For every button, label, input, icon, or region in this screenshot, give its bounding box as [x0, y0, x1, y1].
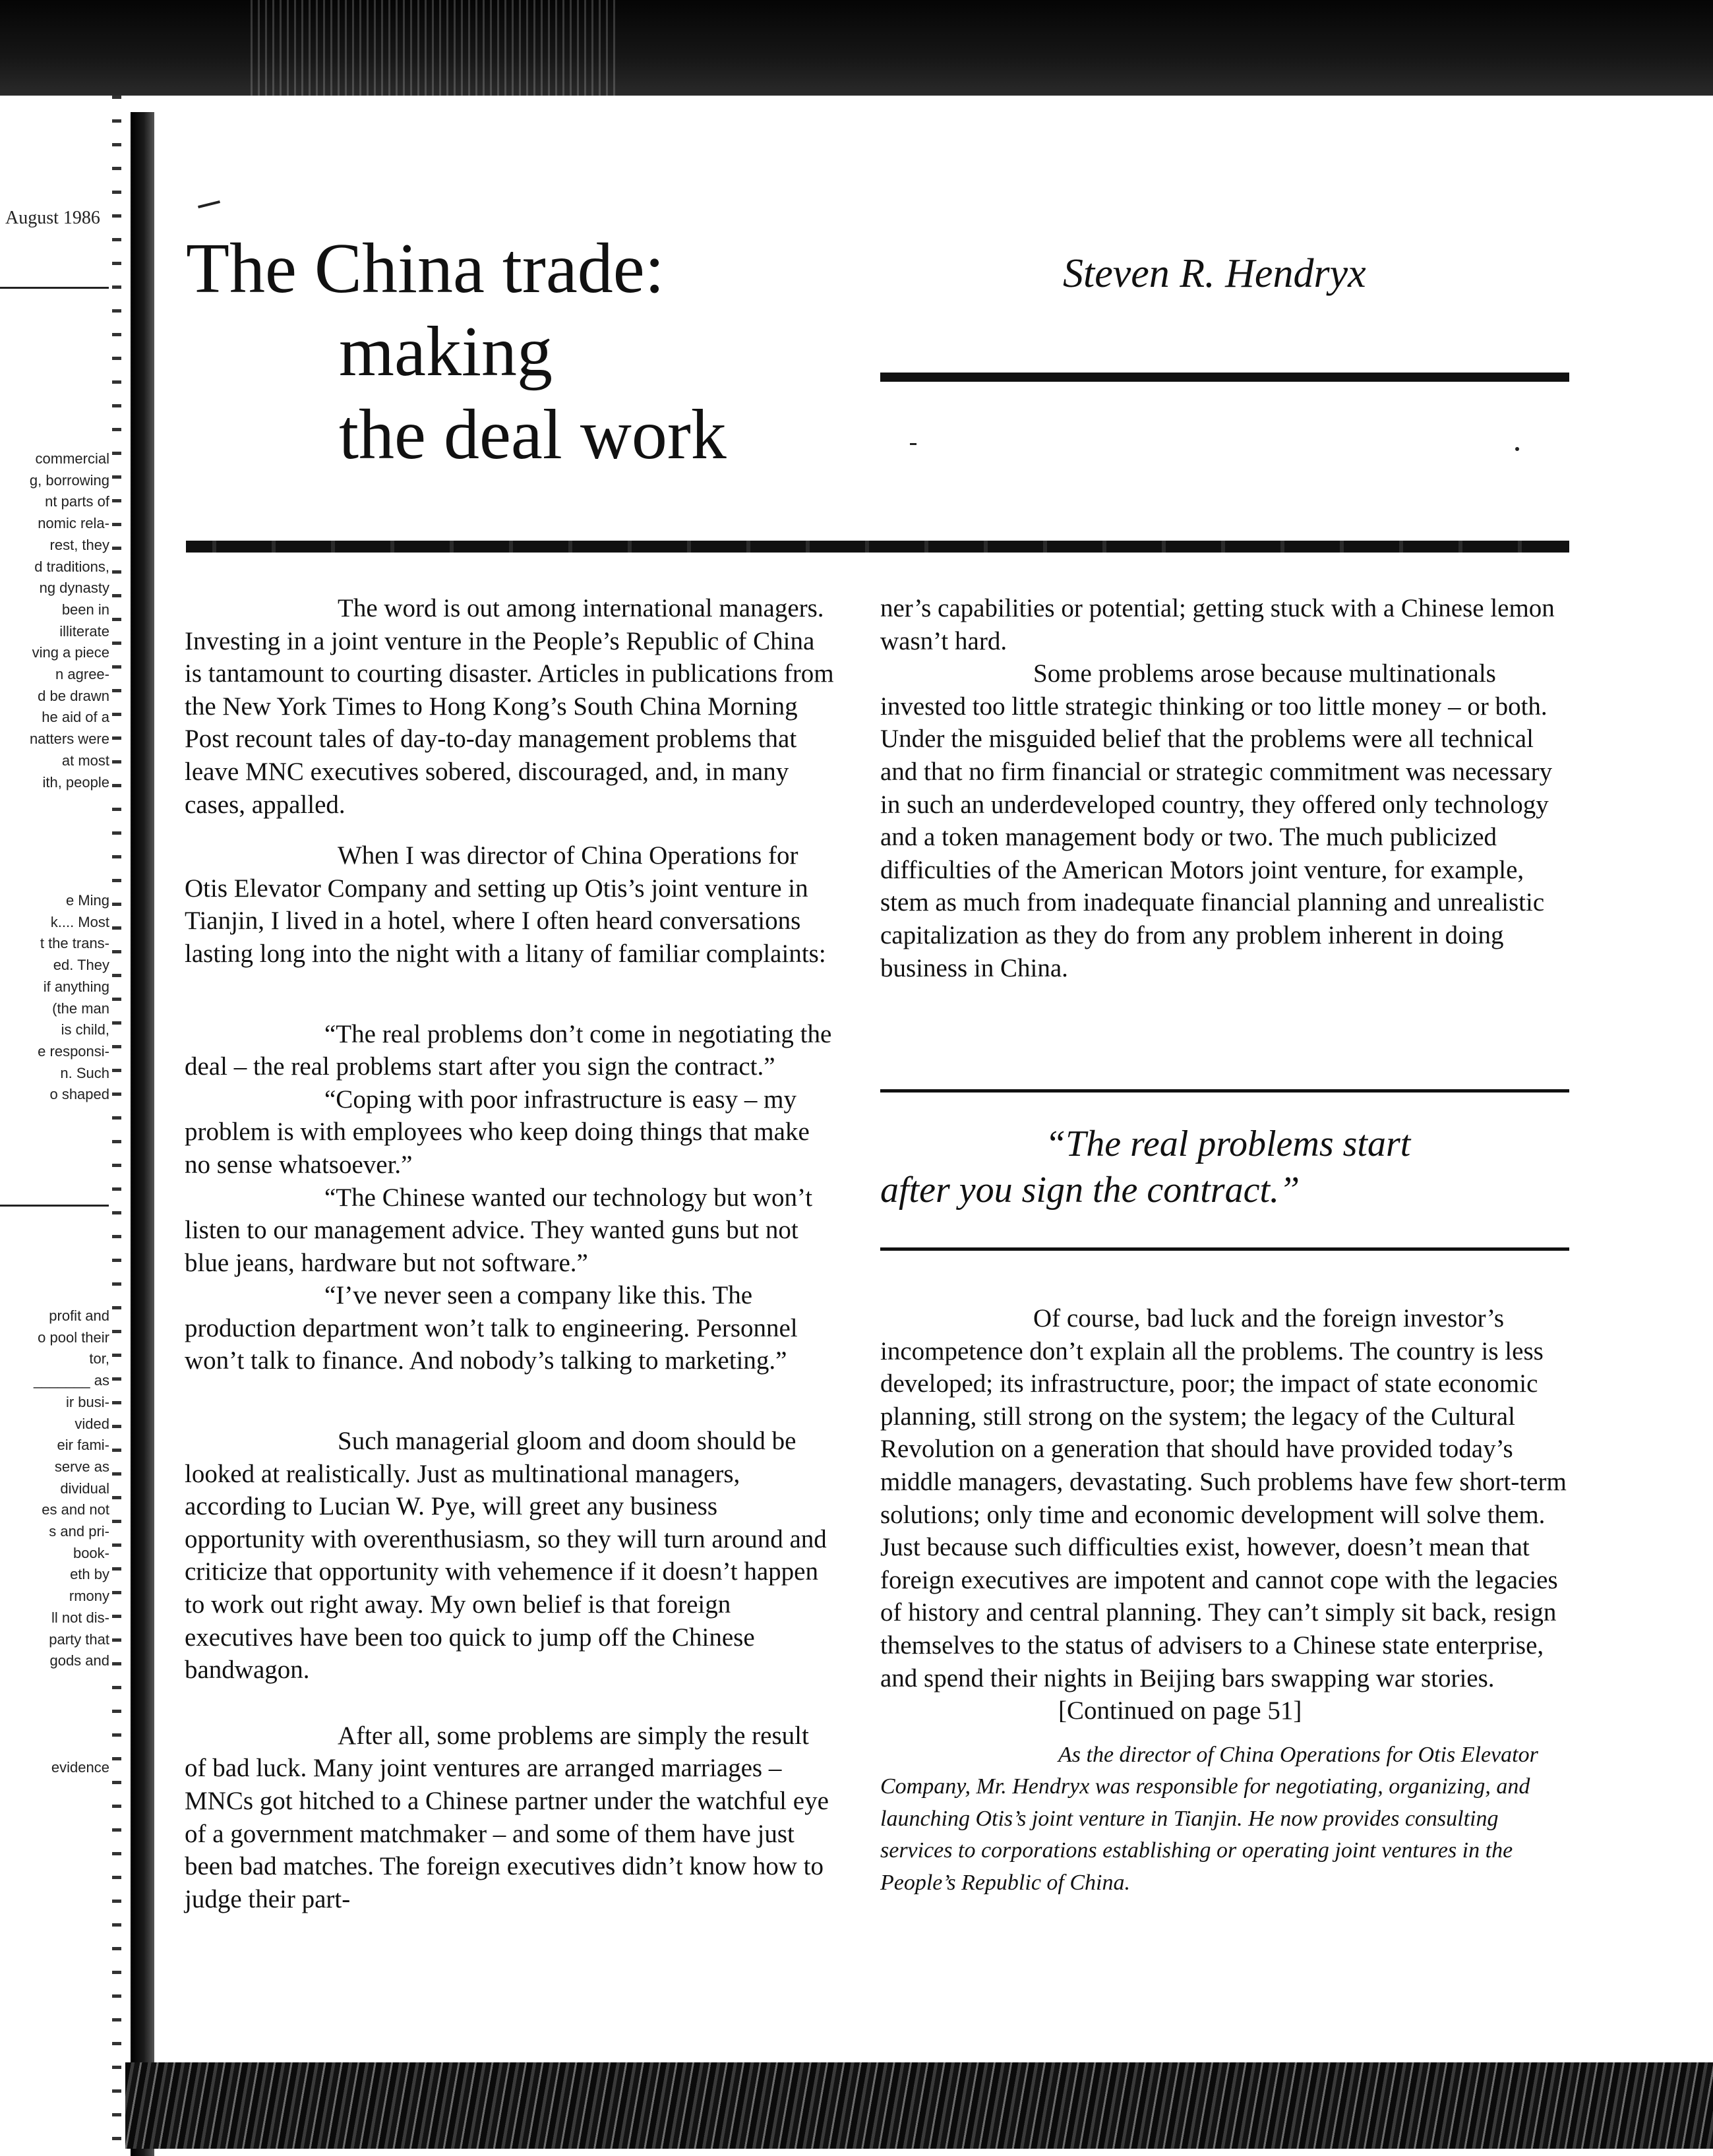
left-page-line: at most [61, 752, 109, 769]
left-page-line: e Ming [65, 892, 109, 909]
left-page-line: ed. They [53, 957, 109, 974]
left-page-line: e responsi- [38, 1042, 109, 1060]
byline-rule [880, 373, 1569, 382]
left-page-line: _______ as [34, 1372, 109, 1389]
left-page-line: rest, they [49, 536, 109, 553]
left-page-line: gods and [49, 1652, 109, 1669]
left-page-line: t the trans- [40, 935, 109, 952]
complaint-quote: “The real problems don’t come in negotiating the deal – the real problems start after you sign the contract.” [185, 1019, 832, 1081]
pull-quote-line: after you sign the contract.” [880, 1170, 1300, 1211]
left-page-header: August 1986 [5, 208, 100, 228]
left-page-line: rmony [69, 1588, 109, 1605]
author-byline: Steven R. Hendryx [1063, 251, 1366, 296]
body-paragraph: Such managerial gloom and doom should be looked at realistically. Just as multinational managers, according to Lucian W. Pye, will greet any business opportunity with overenthusiasm, so they will turn around and criticize that opportunity with vehemence if it doesn’t happen to work out right away. My own belief is that foreign executives have been too quick to jump off the Chinese bandwagon. [185, 1427, 827, 1685]
left-page-line: illiterate [59, 622, 109, 640]
continued-note: [Continued on page 51] [1058, 1696, 1302, 1725]
body-paragraph: ner’s capabilities or potential; getting stuck with a Chinese lemon wasn’t hard. [880, 594, 1555, 655]
left-page-line: o shaped [49, 1086, 109, 1103]
left-page-line: been in [61, 601, 109, 618]
scan-speck [198, 200, 220, 208]
left-page-line: (the man [52, 1000, 109, 1017]
left-page-line: ir busi- [65, 1393, 109, 1410]
article-title [186, 227, 727, 477]
complaint-quote: “Coping with poor infrastructure is easy – my problem is with employees who keep doing things that make no sense whatsoever.” [185, 1085, 810, 1179]
author-bio: As the director of China Operations for Otis Elevator Company, Mr. Hendryx was responsible for negotiating, organizing, and launching Otis’s joint venture in Tianjin. He now provides consulting services to corporations establishing or operating joint ventures in the People’s Republic of China. [880, 1742, 1538, 1895]
left-page-line: k.... Most [50, 913, 109, 930]
left-page-line: book- [73, 1544, 109, 1561]
scan-speck [1515, 447, 1519, 451]
right-column-bottom [880, 1302, 1569, 1899]
left-page-line: d be drawn [38, 687, 109, 704]
title-line: the deal work [339, 396, 727, 474]
left-page-line: ith, people [42, 773, 109, 791]
scan-bottom-shadow [125, 2062, 1713, 2149]
pull-quote-rule [880, 1247, 1569, 1251]
left-page-line: natters were [29, 731, 109, 748]
left-page-line: eir fami- [57, 1437, 109, 1454]
body-paragraph: Of course, bad luck and the foreign investor’s incompetence don’t explain all the problems. The country is less developed; its infrastructure, poor; the impact of state economic planning, still strong on the system; the legacy of the Cultural Revolution on a generation that should have provided today’s middle managers, devastating. Such problems have few short-term solutions; only time and economic development will solve them. Just because such difficulties exist, however, doesn’t mean that foreign executives are impotent and cannot cope with the legacies of history and central planning. They can’t simply sit back, resign themselves to the status of advisers to a Chinese state enterprise, and spend their nights in Beijing bars swapping war stories. [880, 1304, 1567, 1692]
left-page-line: eth by [70, 1566, 109, 1583]
left-page-line: o pool their [38, 1329, 109, 1346]
left-page-line: profit and [49, 1307, 109, 1324]
left-page-line: nomic rela- [38, 515, 109, 532]
left-page-line: n. Such [60, 1064, 109, 1081]
pull-quote-line: “The real problems start [1045, 1123, 1411, 1164]
pull-quote-rule [880, 1089, 1569, 1093]
scan-speck [910, 443, 917, 445]
left-page-line: d traditions, [34, 558, 109, 575]
left-page-line: ving a piece [32, 644, 109, 661]
body-paragraph: After all, some problems are simply the result of bad luck. Many joint ventures are arranged marriages – MNCs got hitched to a Chinese partner under the watchful eye of a government matchmaker – and some of them have just been bad matches. The foreign executives didn’t know how to judge their part- [185, 1721, 829, 1913]
complaint-quote: “I’ve never seen a company like this. The production department won’t talk to engineering. Personnel won’t talk to finance. And nobody’s talking to marketing.” [185, 1281, 798, 1375]
title-line: making [339, 313, 553, 391]
left-page-line: commercial [35, 450, 109, 467]
left-page-line: serve as [54, 1458, 109, 1475]
left-page-line: party that [49, 1631, 109, 1648]
left-page-line: s and pri- [49, 1523, 109, 1540]
complaint-quote: “The Chinese wanted our technology but won’t listen to our management advice. They wanted guns but not blue jeans, hardware but not software.” [185, 1183, 813, 1277]
left-page-line: is child, [61, 1021, 109, 1038]
left-page-line: tor, [89, 1350, 109, 1367]
body-paragraph: When I was director of China Operations for Otis Elevator Company and setting up Otis’s joint venture in Tianjin, I lived in a hotel, where I often heard conversations lasting long into the night with a litany of familiar complaints: [185, 841, 826, 968]
left-page-line: evidence [51, 1759, 109, 1776]
body-paragraph: The word is out among international managers. Investing in a joint venture in the People’s Republic of China is tantamount to courting disaster. Articles in publications from the New York Times to Hong Kong’s South China Morning Post recount tales of day-to-day management problems that leave MNC executives sobered, discouraged, and, in many cases, appalled. [185, 594, 834, 819]
pull-quote [880, 1121, 1569, 1213]
title-rule [186, 541, 1569, 553]
left-page-line: ng dynasty [39, 580, 109, 597]
left-page-line: n agree- [55, 666, 109, 683]
right-column-top [880, 592, 1569, 984]
left-page-line: if anything [43, 978, 109, 995]
title-line: The China trade: [186, 229, 665, 308]
left-page-line: dividual [60, 1480, 109, 1497]
left-page-line: ll not dis- [51, 1609, 109, 1626]
left-page-line: vided [75, 1415, 109, 1432]
left-page-line: es and not [42, 1501, 109, 1518]
left-page-line: nt parts of [45, 493, 109, 510]
body-paragraph: Some problems arose because multinationals invested too little strategic thinking or too little money – or both. Under the misguided belief that the problems were all technical and that no firm financial or strategic commitment was necessary in such an underdeveloped country, they offered only technology and a token management body or two. The much publicized difficulties of the American Motors joint venture, for example, stem as much from inadequate financial planning and unrealistic capitalization as they do from any problem inherent in doing business in China. [880, 659, 1553, 982]
left-column [185, 592, 834, 1915]
left-page-line: g, borrowing [29, 471, 109, 489]
left-page-line: he aid of a [42, 709, 109, 726]
